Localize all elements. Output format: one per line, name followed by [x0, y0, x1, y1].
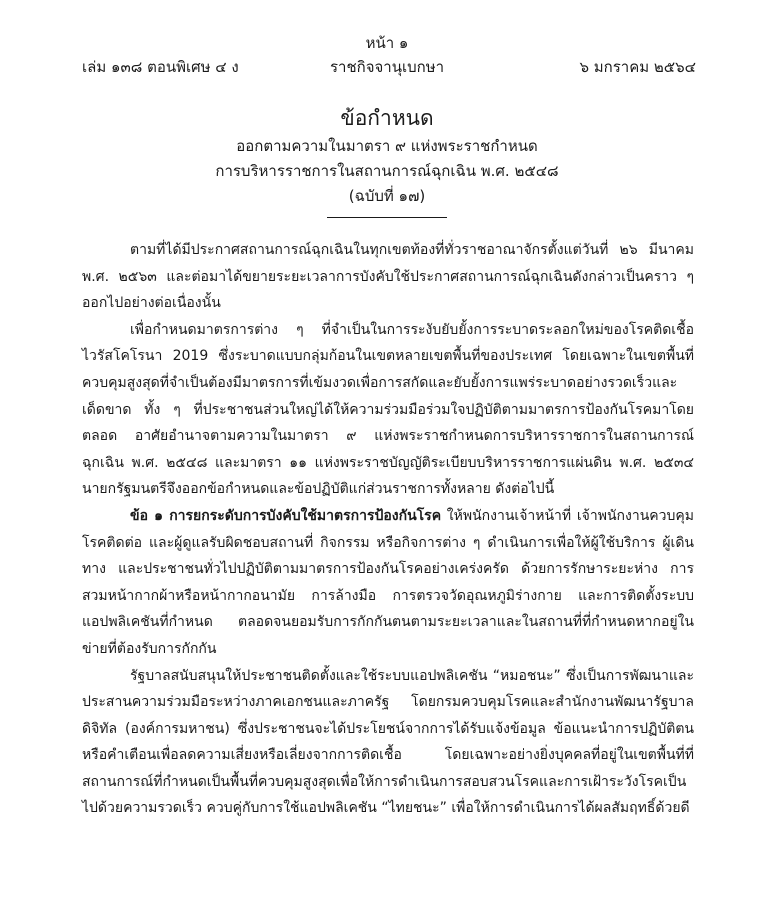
paragraph-article-1 — [82, 503, 694, 663]
document-body — [82, 237, 694, 822]
gazette-name: ราชกิจจานุเบกษา — [329, 58, 445, 76]
subtitle-line-1: ออกตามความในมาตรา ๙ แห่งพระราชกำหนด — [236, 137, 538, 155]
publication-date: ๖ มกราคม ๒๕๖๔ — [579, 58, 696, 76]
paragraph-app-support: รัฐบาลสนับสนุนให้ประชาชนติดตั้งและใช้ระบบแอปพลิเคชัน “หมอชนะ” ซึ่งเป็นการพัฒนาและประสานความร่วมมือระหว่างภาคเอกชนและภาครัฐ โดยกรมควบคุมโรคและสำนักงานพัฒนารัฐบาลดิจิทัล (องค์การมหาชน) ซึ่งประชาชนจะได้ประโยชน์จากการได้รับแจ้งข้อมูล ข้อแนะนำการปฏิบัติตนหรือคำเตือนเพื่อลดความเสี่ยงหรือเลี่ยงจากการติดเชื้อ โดยเฉพาะอย่างยิ่งบุคคลที่อยู่ในเขตพื้นที่ที่สถานการณ์ที่กำหนดเป็นพื้นที่ควบคุมสูงสุดเพื่อให้การดำเนินการสอบสวนโรคและการเฝ้าระวังโรคเป็นไปด้วยความรวดเร็ว ควบคู่กับการใช้แอปพลิเคชัน “ไทยชนะ” เพื่อให้การดำเนินการได้ผลสัมฤทธิ์ด้วยดี — [82, 667, 694, 817]
document-title: ข้อกำหนด — [340, 106, 434, 130]
article-1-text: ให้พนักงานเจ้าหน้าที่ เจ้าพนักงานควบคุมโรคติดต่อ และผู้ดูแลรับผิดชอบสถานที่ กิจกรรม หรือกิจการต่าง ๆ ดำเนินการเพื่อให้ผู้ใช้บริการ ผู้เดินทาง และประชาชนทั่วไปปฏิบัติตามมาตรการป้องกันโรคอย่างเคร่งครัด ด้วยการรักษาระยะห่าง การสวมหน้ากากผ้าหรือหน้ากากอนามัย การล้างมือ การตรวจวัดอุณหภูมิร่างกาย และการติดตั้งระบบแอปพลิเคชันที่กำหนด ตลอดจนยอมรับการกักกันตนตามระยะเวลาและในสถานที่ที่กำหนดหากอยู่ในข่ายที่ต้องรับการกักกัน — [82, 507, 694, 657]
volume-issue: เล่ม ๑๓๘ ตอนพิเศษ ๔ ง — [82, 58, 239, 76]
article-1-heading: ข้อ ๑ การยกระดับการบังคับใช้มาตรการป้องกันโรค — [130, 507, 442, 524]
title-divider — [327, 217, 447, 218]
paragraph-purpose: เพื่อกำหนดมาตรการต่าง ๆ ที่จำเป็นในการระงับยับยั้งการระบาดระลอกใหม่ของโรคติดเชื้อไวรัสโคโรนา 2019 ซึ่งระบาดแบบกลุ่มก้อนในเขตหลายเขตพื้นที่ของประเทศ โดยเฉพาะในเขตพื้นที่ควบคุมสูงสุดที่จำเป็นต้องมีมาตรการที่เข้มงวดเพื่อการสกัดและยับยั้งการแพร่ระบาดอย่างรวดเร็วและเด็ดขาด ทั้ง ๆ ที่ประชาชนส่วนใหญ่ได้ให้ความร่วมมือร่วมใจปฏิบัติตามมาตรการป้องกันโรคมาโดยตลอด อาศัยอำนาจตามความในมาตรา ๙ แห่งพระราชกำหนดการบริหารราชการในสถานการณ์ฉุกเฉิน พ.ศ. ๒๕๔๘ และมาตรา ๑๑ แห่งพระราชบัญญัติระเบียบบริหารราชการแผ่นดิน พ.ศ. ๒๕๓๔ นายกรัฐมนตรีจึงออกข้อกำหนดและข้อปฏิบัติแก่ส่วนราชการทั้งหลาย ดังต่อไปนี้ — [82, 321, 694, 498]
subtitle-issue-number: (ฉบับที่ ๑๗) — [348, 187, 426, 205]
subtitle-line-2: การบริหารราชการในสถานการณ์ฉุกเฉิน พ.ศ. ๒๕๔๘ — [215, 162, 559, 180]
page-number: หน้า ๑ — [365, 34, 409, 52]
paragraph-preamble: ตามที่ได้มีประกาศสถานการณ์ฉุกเฉินในทุกเขตท้องที่ทั่วราชอาณาจักรตั้งแต่วันที่ ๒๖ มีนาคม พ.ศ. ๒๕๖๓ และต่อมาได้ขยายระยะเวลาการบังคับใช้ประกาศสถานการณ์ฉุกเฉินดังกล่าวเป็นคราว ๆ ออกไปอย่างต่อเนื่องนั้น — [82, 242, 694, 312]
